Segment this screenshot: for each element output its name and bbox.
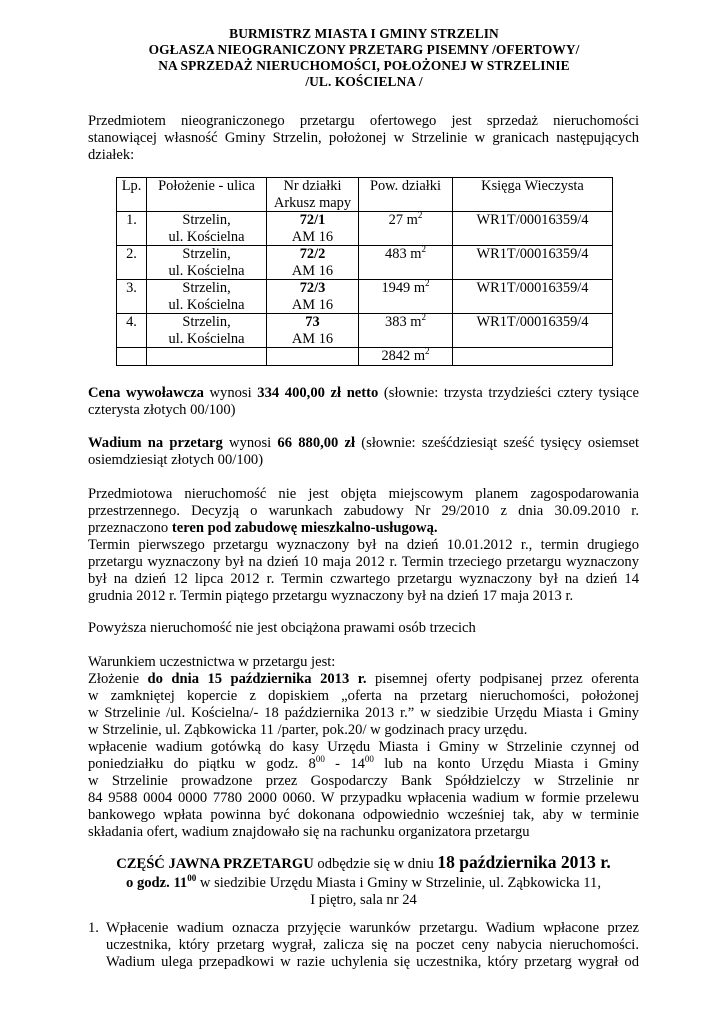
warunki-l6a: poniedziałku do piątku w godz. 8 — [88, 756, 316, 772]
unit-sup: 2 — [425, 278, 430, 289]
warunki-line-3: w Strzelinie /ul. Kościelna/- 18 października 2013 r.” w siedzibie Urzędu Miasta i Gminy — [88, 705, 639, 721]
total-area: 2842 m — [381, 348, 426, 364]
cell-lp: 3. — [117, 280, 147, 314]
intro-line-1: Przedmiotem nieograniczonego przetargu ofertowego jest sprzedaż nieruchomości — [88, 113, 639, 129]
warunki-line-1 — [88, 671, 639, 688]
cell-polozenie — [147, 314, 267, 348]
table-row — [117, 280, 613, 314]
plan-line-7: grudnia 2012 r. Termin piątego przetargu wyznaczony był na dzień 17 maja 2013 r. — [88, 588, 574, 604]
cell-empty — [147, 348, 267, 366]
cell-pow — [359, 246, 453, 280]
header-line-2: OGŁASZA NIEOGRANICZONY PRZETARG PISEMNY /OFERTOWY/ — [148, 42, 580, 57]
wadium-rest: (słownie: sześćdziesiąt sześć tysięcy osiemset — [355, 435, 639, 451]
jawna-line-3: I piętro, sala nr 24 — [310, 892, 417, 908]
unit-sup: 2 — [425, 346, 430, 357]
plan-line-6: był na dzień 12 lipca 2012 r. Termin czwartego przetargu wyznaczony był na dzień 14 — [88, 571, 639, 587]
jawna-time-sup: 00 — [187, 873, 197, 884]
cell-street: ul. Kościelna — [168, 330, 245, 347]
cell-am: AM 16 — [291, 228, 334, 245]
plan-line-3 — [88, 520, 639, 537]
plan-paragraph — [88, 486, 639, 605]
wadium-paragraph — [88, 435, 639, 469]
cell-nr-dzialki: 72/2 — [299, 246, 326, 262]
punkt-1-line-1: Wpłacenie wadium oznacza przyjęcie warunków przetargu. Wadium wpłacone przez — [106, 920, 639, 936]
warunki-line-6 — [88, 756, 639, 773]
punkt-1-body — [106, 920, 639, 971]
cell-kw: WR1T/00016359/4 — [453, 280, 613, 314]
intro-line-3: działek: — [88, 147, 135, 163]
cell-city: Strzelin, — [182, 246, 231, 262]
warunki-line-2: w zamkniętej kopercie z dopiskiem „oferta na przetarg nieruchomości, położonej — [88, 688, 639, 704]
cell-lp: 1. — [117, 212, 147, 246]
cena-label: Cena wywoławcza — [88, 385, 204, 401]
jawna-block — [88, 853, 639, 909]
cell-kw: WR1T/00016359/4 — [453, 246, 613, 280]
obciazenia-line: Powyższa nieruchomość nie jest obciążona prawami osób trzecich — [88, 620, 476, 636]
cell-polozenie — [147, 212, 267, 246]
table-row — [117, 212, 613, 246]
warunki-title: Warunkiem uczestnictwa w przetargu jest: — [88, 654, 336, 670]
punkt-1-line-2: uczestnika, który przetarg wygrał, zalicza się na poczet ceny nabycia nieruchomości. — [106, 937, 639, 953]
wadium-amount: 66 880,00 zł — [277, 435, 356, 451]
warunki-l6b: - 14 — [324, 756, 365, 772]
parcels-table — [116, 177, 613, 366]
punkt-1 — [88, 920, 639, 971]
cell-street: ul. Kościelna — [168, 228, 245, 245]
header-polozenie: Położenie - ulica — [147, 178, 267, 212]
cell-am: AM 16 — [291, 296, 334, 313]
wadium-line-1 — [88, 435, 639, 452]
cell-pow-value: 27 m — [388, 212, 418, 228]
plan-line-4: Termin pierwszego przetargu wyznaczony był na dzień 10.01.2012 r., termin drugiego — [88, 537, 639, 553]
cell-am: AM 16 — [291, 262, 334, 279]
cena-line-1 — [88, 385, 639, 402]
table-row — [117, 314, 613, 348]
cell-nr-dzialki: 72/1 — [299, 212, 326, 228]
jawna-time: o godz. 11 — [126, 875, 188, 891]
warunki-line-4: w Strzelinie, ul. Ząbkowicka 11 /parter, pok.20/ w godzinach pracy urzędu. — [88, 722, 528, 738]
cell-nr-dzialki: 72/3 — [299, 280, 326, 296]
cell-lp: 4. — [117, 314, 147, 348]
unit-sup: 2 — [417, 210, 423, 221]
cell-nr — [267, 280, 359, 314]
intro-line-2: stanowiącej własność Gminy Strzelin, położonej w Strzelinie w granicach następujących — [88, 130, 639, 146]
plan-line-5: przetargu wyznaczony był na dzień 10 maja 2012 r. Termin trzeciego przetargu wyznaczony — [88, 554, 639, 570]
cena-rest: (słownie: trzysta trzydzieści cztery tysiące — [378, 385, 639, 401]
jawna-line-2 — [88, 874, 639, 892]
header-arkusz-label: Arkusz mapy — [273, 194, 352, 211]
cena-w1: wynosi — [203, 385, 258, 401]
unit-sup: 2 — [421, 244, 426, 255]
plan-zabudowa: teren pod zabudowę mieszkalno-usługową. — [171, 520, 438, 536]
cell-pow — [359, 212, 453, 246]
cena-paragraph — [88, 385, 639, 419]
warunki-sup-1: 00 — [315, 754, 325, 765]
cell-lp: 2. — [117, 246, 147, 280]
warunki-line-8: 84 9588 0004 0000 7780 2000 0060. W przypadku wpłacenia wadium w formie przelewu — [88, 790, 639, 806]
wadium-line-2: osiemdziesiąt złotych 00/100) — [88, 452, 264, 468]
plan-line-1: Przedmiotowa nieruchomość nie jest objęta miejscowym planem zagospodarowania — [88, 486, 639, 502]
warunki-line-5: wpłacenie wadium gotówką do kasy Urzędu Miasta i Gminy w Strzelinie czynnej od — [88, 739, 639, 755]
cell-street: ul. Kościelna — [168, 262, 245, 279]
cell-pow-value: 1949 m — [381, 280, 426, 296]
jawna-title: CZĘŚĆ JAWNA PRZETARGU — [116, 856, 314, 872]
table-header-row — [117, 178, 613, 212]
header-line-1: BURMISTRZ MIASTA I GMINY STRZELIN — [229, 26, 499, 41]
header-lp: Lp. — [117, 178, 147, 212]
cell-nr — [267, 212, 359, 246]
cell-nr-dzialki: 73 — [305, 314, 320, 330]
cell-empty — [267, 348, 359, 366]
header-line-4: /UL. KOŚCIELNA / — [305, 74, 423, 89]
wadium-w1: wynosi — [222, 435, 278, 451]
cell-empty — [117, 348, 147, 366]
cell-kw: WR1T/00016359/4 — [453, 212, 613, 246]
punkt-1-line-3: Wadium ulega przepadkowi w razie uchylenia się uczestnika, który przetarg wygrał od — [106, 954, 639, 970]
cell-pow-value: 483 m — [385, 246, 422, 262]
cena-amount: 334 400,00 zł netto — [257, 385, 379, 401]
table-row — [117, 246, 613, 280]
warunki-line-10: składania ofert, wadium znajdowało się na rachunku organizatora przetargu — [88, 824, 530, 840]
header-pow: Pow. działki — [359, 178, 453, 212]
warunki-line-9: bankowego wpłata powinna być dokonana odpowiednio wcześniej tak, aby w terminie — [88, 807, 639, 823]
warunki-l1c: pisemnej oferty podpisanej przez oferenta — [366, 671, 639, 687]
warunki-l1a: Złożenie — [88, 671, 148, 687]
unit-sup: 2 — [421, 312, 426, 323]
jawna-b: odbędzie się w dniu — [313, 856, 438, 872]
header-nr-dzialki-label: Nr działki — [283, 178, 342, 194]
jawna-date: 18 października 2013 r. — [437, 852, 611, 872]
cena-line-2: czterysta złotych 00/100) — [88, 402, 236, 418]
cell-kw: WR1T/00016359/4 — [453, 314, 613, 348]
plan-line-3a: przeznaczono — [88, 520, 172, 536]
cell-total — [359, 348, 453, 366]
cell-city: Strzelin, — [182, 314, 231, 330]
cell-pow-value: 383 m — [385, 314, 422, 330]
cell-city: Strzelin, — [182, 280, 231, 296]
cell-nr — [267, 314, 359, 348]
cell-polozenie — [147, 246, 267, 280]
jawna-line-1 — [88, 853, 639, 874]
cell-polozenie — [147, 280, 267, 314]
punkt-1-number: 1. — [88, 920, 99, 936]
intro-paragraph — [88, 113, 639, 164]
header-kw: Księga Wieczysta — [453, 178, 613, 212]
cell-city: Strzelin, — [182, 212, 231, 228]
cell-street: ul. Kościelna — [168, 296, 245, 313]
plan-line-2: przestrzennego. Decyzją o warunkach zabudowy Nr 29/2010 z dnia 30.09.2010 r. — [88, 503, 639, 519]
cell-pow — [359, 280, 453, 314]
warunki-sup-2: 00 — [364, 754, 374, 765]
warunki-deadline: do dnia 15 października 2013 r. — [147, 671, 367, 687]
table-total-row — [117, 348, 613, 366]
cell-nr — [267, 246, 359, 280]
wadium-label: Wadium na przetarg — [88, 435, 223, 451]
header-nr-dzialki — [267, 178, 359, 212]
cell-pow — [359, 314, 453, 348]
cell-am: AM 16 — [291, 330, 334, 347]
jawna-place: w siedzibie Urzędu Miasta i Gminy w Strzelinie, ul. Ząbkowicka 11, — [196, 875, 601, 891]
warunki-line-7: w Strzelinie prowadzone przez Gospodarczy Bank Spółdzielczy w Strzelinie nr — [88, 773, 639, 789]
warunki-l6c: lub na konto Urzędu Miasta i Gminy — [373, 756, 639, 772]
header-line-3: NA SPRZEDAŻ NIERUCHOMOŚCI, POŁOŻONEJ W STRZELINIE — [158, 58, 570, 73]
warunki-paragraph — [88, 654, 639, 841]
cell-empty — [453, 348, 613, 366]
